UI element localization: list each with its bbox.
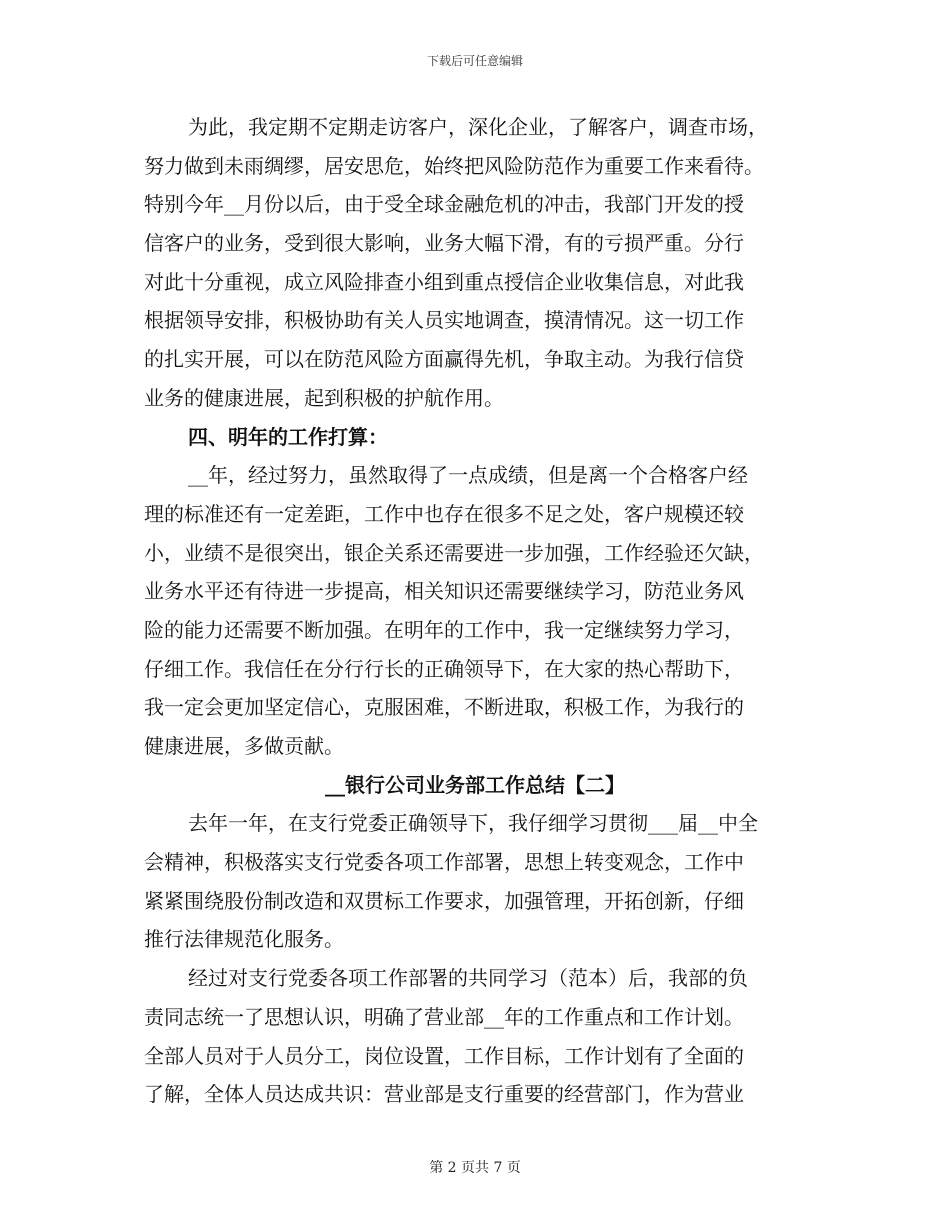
document-title: __银行公司业务部工作总结【二】 xyxy=(325,772,625,797)
paragraph-line: 经过对支行党委各项工作部署的共同学习（范本）后，我部的负 xyxy=(188,966,748,991)
paragraph-line: __年，经过努力，虽然取得了一点成绩，但是离一个合格客户经 xyxy=(188,463,748,488)
paragraph-line: 全部人员对于人员分工，岗位设置，工作目标，工作计划有了全面的 xyxy=(144,1043,744,1068)
document-body xyxy=(144,108,806,1114)
paragraph-line: 根据领导安排，积极协助有关人员实地调查，摸清情况。这一切工作 xyxy=(144,308,744,333)
section-heading: 四、明年的工作打算： xyxy=(188,424,388,449)
paragraph-line: 的扎实开展，可以在防范风险方面赢得先机，争取主动。为我行信贷 xyxy=(144,347,744,372)
paragraph-line: 会精神，积极落实支行党委各项工作部署，思想上转变观念，工作中 xyxy=(144,850,744,875)
page-number: 第 2 页共 7 页 xyxy=(429,1160,521,1176)
paragraph-line: 去年一年，在支行党委正确领导下，我仔细学习贯彻___届__中全 xyxy=(188,811,758,836)
paragraph-line: 推行法律规范化服务。 xyxy=(144,927,344,952)
paragraph-line: 险的能力还需要不断加强。在明年的工作中，我一定继续努力学习， xyxy=(144,617,744,642)
paragraph-line: 责同志统一了思想认识，明确了营业部__年的工作重点和工作计划。 xyxy=(144,1004,744,1029)
paragraph-line: 理的标准还有一定差距，工作中也存在很多不足之处，客户规模还较 xyxy=(144,501,744,526)
paragraph-line: 信客户的业务，受到很大影响，业务大幅下滑，有的亏损严重。分行 xyxy=(144,231,744,256)
page-header-note: 下载后可任意编辑 xyxy=(426,54,523,68)
paragraph-line: 为此，我定期不定期走访客户，深化企业，了解客户，调查市场， xyxy=(188,115,768,139)
paragraph-line: 业务的健康进展，起到积极的护航作用。 xyxy=(144,385,504,410)
paragraph-line: 健康进展，多做贡献。 xyxy=(144,734,344,758)
paragraph-line: 对此十分重视，成立风险排查小组到重点授信企业收集信息，对此我 xyxy=(144,269,744,294)
paragraph-line: 特别今年__月份以后，由于受全球金融危机的冲击，我部门开发的授 xyxy=(144,192,744,217)
paragraph-line: 努力做到未雨绸缪，居安思危，始终把风险防范作为重要工作来看待。 xyxy=(144,153,764,178)
paragraph-line: 了解，全体人员达成共识：营业部是支行重要的经营部门，作为营业 xyxy=(144,1082,744,1107)
paragraph-line: 仔细工作。我信任在分行行长的正确领导下，在大家的热心帮助下， xyxy=(144,656,744,681)
paragraph-line: 小，业绩不是很突出，银企关系还需要进一步加强，工作经验还欠缺， xyxy=(144,540,764,565)
paragraph-line: 我一定会更加坚定信心，克服困难，不断进取，积极工作，为我行的 xyxy=(144,695,744,720)
paragraph-line: 紧紧围绕股份制改造和双贯标工作要求，加强管理，开拓创新，仔细 xyxy=(144,888,744,913)
paragraph-line: 业务水平还有待进一步提高，相关知识还需要继续学习，防范业务风 xyxy=(144,579,744,604)
